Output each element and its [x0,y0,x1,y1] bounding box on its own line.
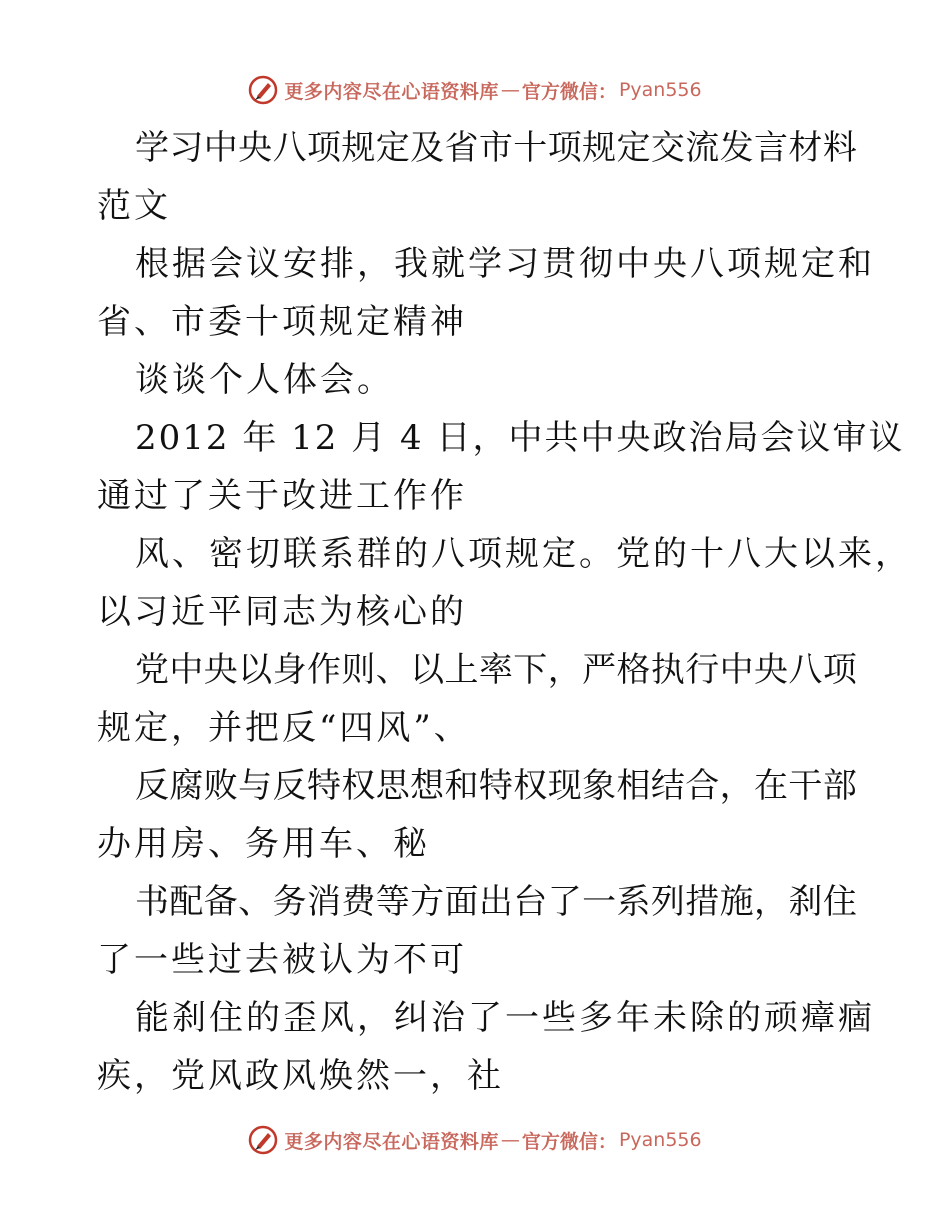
paragraph-line: 党 中 央 以 身 作 则 、 以 上 率 下 ， 严 格 执 行 中 央 八 项 [135,650,857,690]
paragraph-line: 省、市委十项规定精神 [97,302,467,342]
paragraph-line: 以习近平同志为核心的 [97,592,467,632]
paragraph-line: 能刹住的歪风，纠治了一些多年未除的顽瘴痼 [135,998,875,1038]
paragraph-line: 规定，并把反“四风”、 [97,708,471,748]
paragraph-line: 风、密切联系群的八项规定。党的十八大以来， [135,534,912,574]
paragraph-line: 了一些过去被认为不可 [97,940,467,980]
paragraph-line: 通过了关于改进工作作 [97,476,467,516]
watermark-brand-text: 更多内容尽在心语资料库 [284,80,499,103]
watermark-brand-text: 更多内容尽在心语资料库 [284,1130,499,1153]
header-watermark [0,70,950,110]
watermark-official-label: 官方微信： [521,80,617,103]
paragraph-line: 反 腐 败 与 反 特 权 思 想 和 特 权 现 象 相 结 合 ， 在 干 部 [135,766,857,806]
watermark-official-label: 官方微信： [521,1130,617,1153]
doc-title-line-2: 范文 [97,186,171,226]
watermark-dash: — [500,79,520,101]
watermark-account: Pyan556 [618,79,702,101]
paragraph-line: 书 配 备 、 务 消 费 等 方 面 出 台 了 一 系 列 措 施 ， 刹 住 [135,882,857,922]
paragraph-line: 谈谈个人体会。 [135,360,394,400]
paragraph-line: 疾，党风政风焕然一，社 [97,1056,504,1096]
watermark-dash: — [500,1129,520,1151]
watermark-account: Pyan556 [618,1129,702,1151]
footer-watermark [0,1120,950,1160]
doc-title-line-1: 学 习 中 央 八 项 规 定 及 省 市 十 项 规 定 交 流 发 言 材 料 [135,128,857,168]
paragraph-line: 根据会议安排，我就学习贯彻中央八项规定和 [135,244,875,284]
paragraph-line: 2012 年 12 月 4 日，中共中央政治局会议审议 [135,418,905,458]
paragraph-line: 办用房、务用车、秘 [97,824,430,864]
document-body [97,120,912,1106]
brand-logo-icon [248,75,278,105]
brand-logo-icon [248,1125,278,1155]
